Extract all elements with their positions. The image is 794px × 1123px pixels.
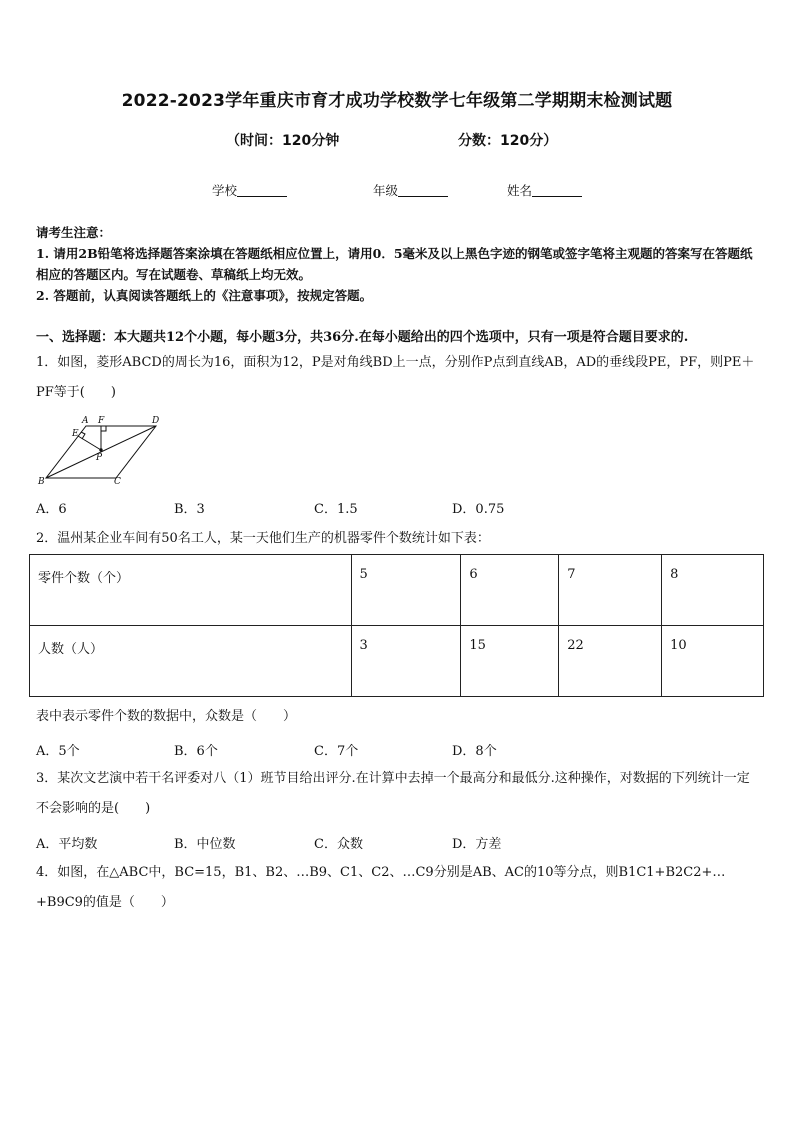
- table-cell: 22: [559, 626, 662, 697]
- parts-count-table: [29, 554, 764, 697]
- school-label: 学校: [212, 183, 238, 198]
- q3-choice-d[interactable]: D．方差: [452, 837, 502, 852]
- school-field[interactable]: [212, 181, 287, 199]
- q3-choice-c[interactable]: C．众数: [314, 837, 363, 852]
- table-cell: 3: [351, 626, 461, 697]
- notice-item-2: 2. 答题前，认真阅读答题纸上的《注意事项》，按规定答题。: [36, 288, 373, 303]
- question-2-text: 2．温州某企业车间有50名工人，某一天他们生产的机器零件个数统计如下表：: [36, 531, 490, 546]
- notice-block: [36, 222, 760, 306]
- right-angle-f: [101, 426, 106, 431]
- question-1-text: 1．如图，菱形ABCD的周长为16，面积为12，P是对角线BD上一点，分别作P点到直线AB，AD的垂线段PE，PF，则PE＋PF等于( ): [36, 355, 755, 400]
- label-d: D: [152, 416, 160, 426]
- q3-choice-a[interactable]: A．平均数: [36, 837, 98, 852]
- label-p: P: [96, 453, 103, 463]
- question-3-choices: [36, 833, 760, 853]
- table-cell: 人数（人）: [30, 626, 352, 697]
- page-title: 2022-2023学年重庆市育才成功学校数学七年级第二学期期末检测试题: [121, 91, 673, 111]
- label-b: B: [38, 477, 45, 484]
- table-cell: 零件个数（个）: [30, 555, 352, 626]
- question-3-text: 3．某次文艺演中若干名评委对八（1）班节目给出评分.在计算中去掉一个最高分和最低分.这种操作，对数据的下列统计一定不会影响的是( ): [36, 771, 750, 816]
- table-cell: 15: [461, 626, 559, 697]
- grade-label: 年级: [373, 183, 399, 198]
- exam-time: （时间：120分钟: [226, 133, 340, 149]
- table-row: [30, 626, 764, 697]
- q1-choice-a[interactable]: A．6: [36, 502, 67, 517]
- exam-score: 分数：120分）: [458, 133, 558, 149]
- point-p: [100, 449, 102, 451]
- grade-blank[interactable]: [398, 184, 448, 197]
- school-blank[interactable]: [237, 184, 287, 197]
- perpendicular-pe: [78, 436, 101, 450]
- question-1-choices: [36, 498, 760, 518]
- table-cell: 5: [351, 555, 461, 626]
- q1-choice-c[interactable]: C．1.5: [314, 502, 358, 517]
- rhombus-figure: [34, 412, 164, 484]
- table-row: [30, 555, 764, 626]
- question-2-prompt: 表中表示零件个数的数据中，众数是（ ）: [36, 709, 297, 724]
- section-heading: 一、选择题：本大题共12个小题，每小题3分，共36分.在每小题给出的四个选项中，只有一项是符合题目要求的.: [36, 330, 689, 345]
- table-cell: 6: [461, 555, 559, 626]
- q2-choice-a[interactable]: A．5个: [36, 744, 80, 759]
- grade-field[interactable]: [373, 181, 448, 199]
- q1-choice-d[interactable]: D．0.75: [452, 502, 505, 517]
- name-label: 姓名: [507, 183, 533, 198]
- question-2-choices: [36, 740, 760, 760]
- table-cell: 7: [559, 555, 662, 626]
- q2-choice-d[interactable]: D．8个: [452, 744, 497, 759]
- label-a: A: [82, 416, 89, 426]
- notice-heading: 请考生注意：: [36, 225, 112, 240]
- name-field[interactable]: [507, 181, 582, 199]
- name-blank[interactable]: [532, 184, 582, 197]
- label-c: C: [114, 477, 121, 484]
- label-e: E: [72, 429, 79, 439]
- q2-choice-b[interactable]: B．6个: [174, 744, 218, 759]
- question-4-text: 4．如图，在△ABC中，BC=15，B1、B2、…B9、C1、C2、…C9分别是AB、AC的10等分点，则B1C1+B2C2+…+B9C9的值是（ ）: [36, 865, 726, 910]
- table-cell: 10: [662, 626, 764, 697]
- notice-item-1: 1. 请用2B铅笔将选择题答案涂填在答题纸相应位置上，请用0．5毫米及以上黑色字迹的钢笔或签字笔将主观题的答案写在答题纸相应的答题区内。写在试题卷、草稿纸上均无效。: [36, 246, 753, 282]
- q3-choice-b[interactable]: B．中位数: [174, 837, 236, 852]
- q1-choice-b[interactable]: B．3: [174, 502, 205, 517]
- q2-choice-c[interactable]: C．7个: [314, 744, 359, 759]
- table-cell: 8: [662, 555, 764, 626]
- label-f: F: [98, 416, 105, 426]
